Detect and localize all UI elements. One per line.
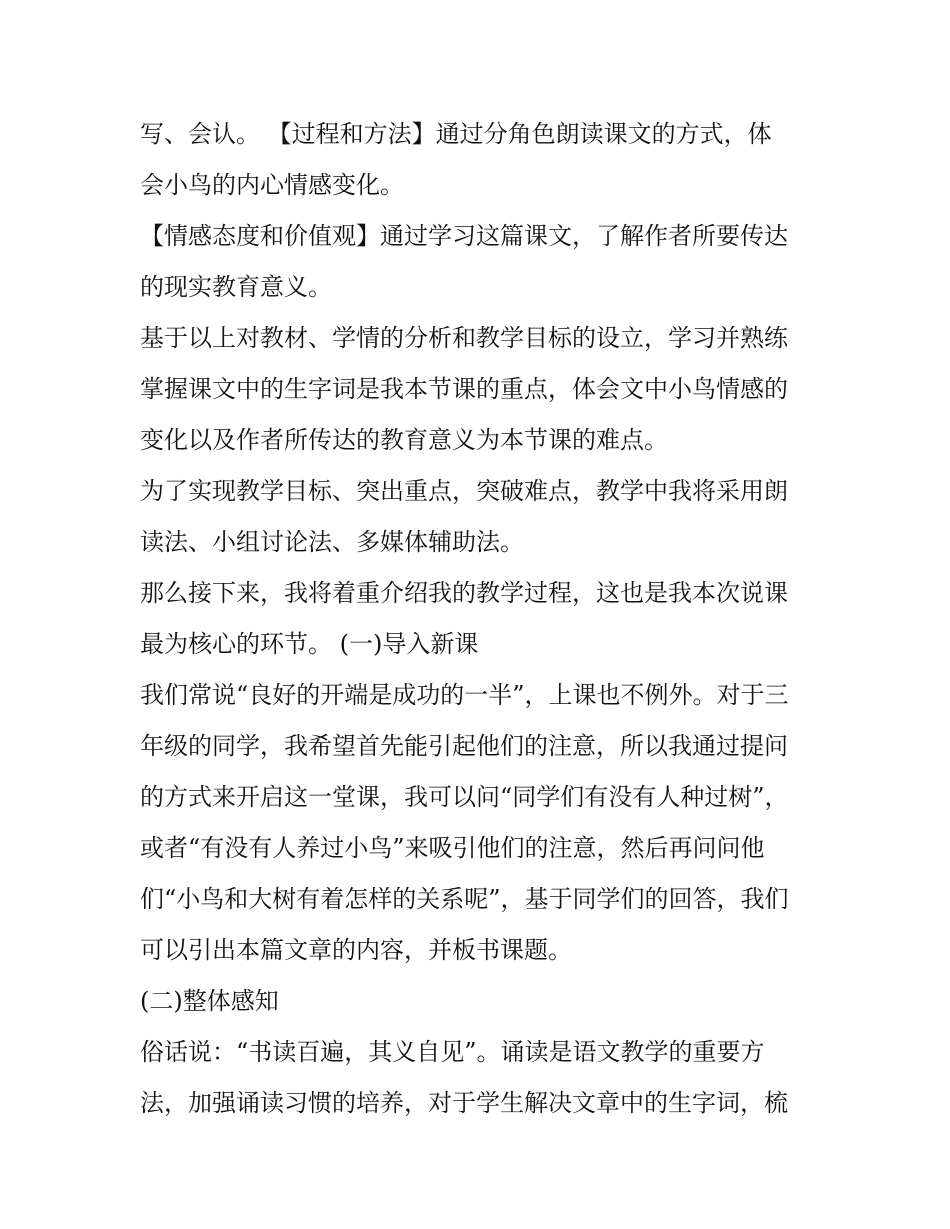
text-line: 或者“有没有人养过小鸟”来吸引他们的注意，然后再问问他 (140, 834, 765, 862)
text-line: 年级的同学，我希望首先能引起他们的注意，所以我通过提问 (140, 732, 788, 760)
text-line: 可以引出本篇文章的内容，并板书课题。 (140, 936, 572, 964)
text-line: 我们常说“良好的开端是成功的一半”，上课也不例外。对于三 (140, 681, 789, 709)
text-line: 为了实现教学目标、突出重点，突破难点，教学中我将采用朗 (140, 477, 788, 505)
text-line: 基于以上对教材、学情的分析和教学目标的设立，学习并熟练 (140, 324, 788, 352)
text-line: 法，加强诵读习惯的培养，对于学生解决文章中的生字词，梳 (140, 1089, 788, 1117)
text-line: 掌握课文中的生字词是我本节课的重点，体会文中小鸟情感的 (140, 375, 788, 403)
text-line: 们“小鸟和大树有着怎样的关系呢”，基于同学们的回答，我们 (140, 885, 789, 913)
text-line: 写、会认。 【过程和方法】通过分角色朗读课文的方式，体 (140, 120, 772, 148)
text-line: 【情感态度和价值观】通过学习这篇课文，了解作者所要传达 (140, 222, 788, 250)
text-line: 会小鸟的内心情感变化。 (140, 171, 404, 199)
text-line: 的现实教育意义。 (140, 273, 332, 301)
text-line: 那么接下来，我将着重介绍我的教学过程，这也是我本次说课 (140, 579, 788, 607)
text-line: 的方式来开启这一堂课，我可以问“同学们有没有人种过树”， (140, 783, 789, 811)
text-line: 俗话说：“书读百遍，其义自见”。诵读是语文教学的重要方 (140, 1038, 765, 1066)
section-heading-line: 最为核心的环节。 (一)导入新课 (140, 630, 479, 658)
text-line: 变化以及作者所传达的教育意义为本节课的难点。 (140, 426, 668, 454)
document-body (140, 109, 820, 1129)
text-line: 读法、小组讨论法、多媒体辅助法。 (140, 528, 524, 556)
section-heading: (二)整体感知 (140, 987, 279, 1015)
